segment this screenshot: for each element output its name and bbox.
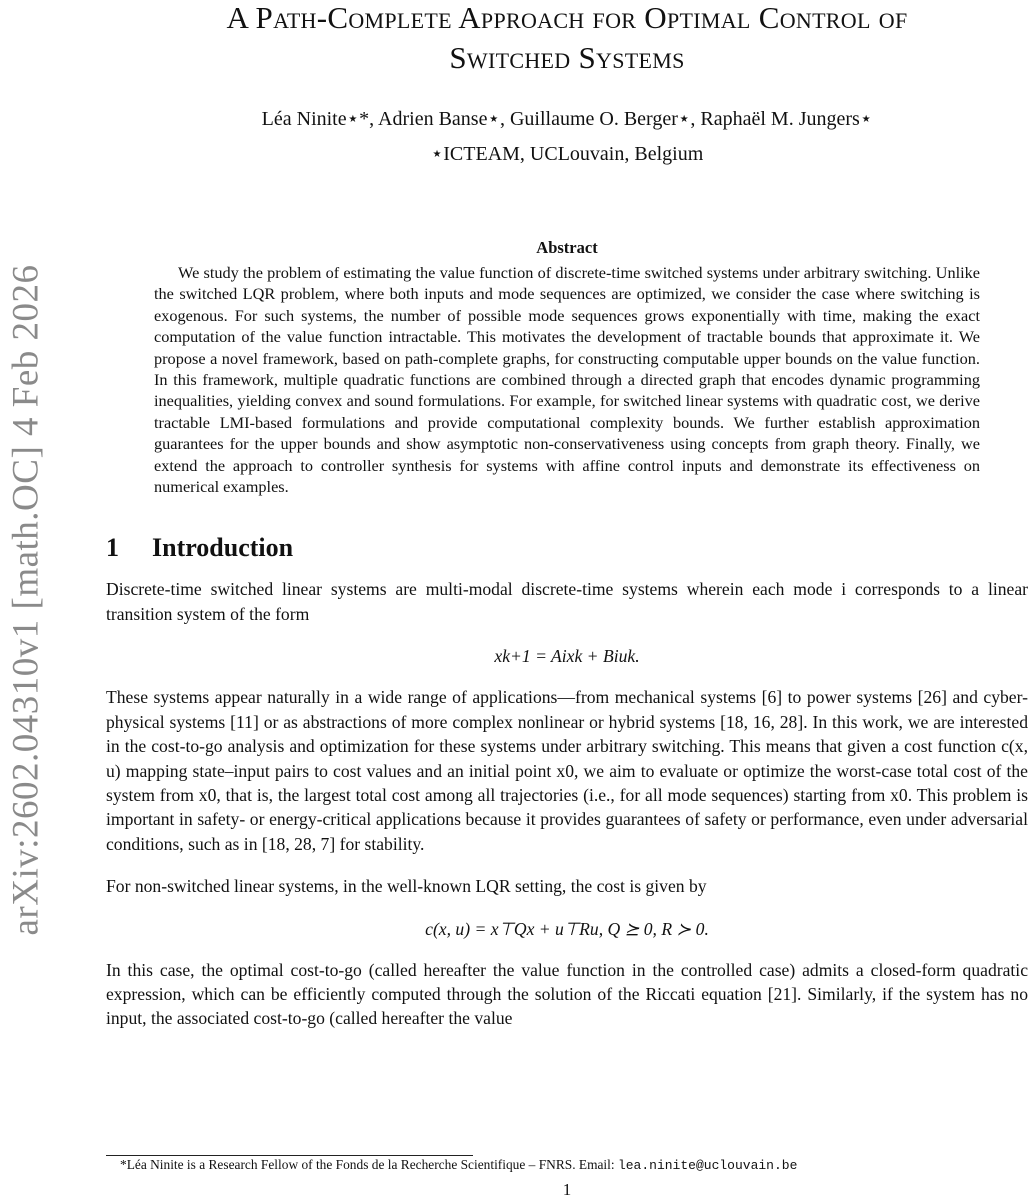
intro-paragraph-1: Discrete-time switched linear systems are multi-modal discrete-time systems wherein each mode i corresponds to a linear transition system of the form (106, 579, 1028, 624)
paper-title (106, 0, 1028, 78)
footnote-email[interactable]: lea.ninite@uclouvain.be (617, 1158, 798, 1173)
paper-page (106, 0, 1028, 1199)
author-list: Léa Ninite⋆*, Adrien Banse⋆, Guillaume O. Berger⋆, Raphaël M. Jungers⋆ (261, 108, 873, 130)
footnote (106, 1156, 1028, 1175)
intro-paragraph-3: For non-switched linear systems, in the well-known LQR setting, the cost is given by (106, 876, 707, 897)
page-number: 1 (562, 1180, 572, 1199)
section-title: Introduction (152, 533, 294, 563)
title-line-1: A Path-Complete Approach for Optimal Control of (226, 0, 908, 35)
abstract-text: We study the problem of estimating the value function of discrete-time switched systems under arbitrary switching. Unlike the switched LQR problem, where both inputs and mode sequences are optimized, we consider the case where switching is exogenous. For such systems, the number of possible mode sequences grows exponentially with time, making the exact computation of the value function intractable. This motivates the development of tractable bounds that approximate it. We propose a novel framework, based on path-complete graphs, for constructing computable upper bounds on the value function. In this framework, multiple quadratic functions are combined through a directed graph that encodes dynamic programming inequalities, yielding convex and sound formulations. For example, for switched linear systems with quadratic cost, we derive tractable LMI-based formulations and provide computational complexity bounds. We further establish approximation guarantees for the upper bounds and show asymptotic non-conservativeness using concepts from graph theory. Finally, we extend the approach to controller synthesis for systems with affine control inputs and demonstrate its effectiveness on numerical examples. (154, 263, 980, 497)
equation-dynamics: xk+1 = Aixk + Biuk. (494, 646, 640, 667)
title-line-2: Switched Systems (449, 40, 685, 75)
section-number: 1 (106, 533, 119, 563)
abstract-heading: Abstract (536, 238, 598, 257)
affiliation: ⋆ICTEAM, UCLouvain, Belgium (430, 143, 704, 165)
arxiv-stamp: arXiv:2602.04310v1 [math.OC] 4 Feb 2026 (5, 264, 47, 936)
intro-paragraph-4: In this case, the optimal cost-to-go (called hereafter the value function in the controlled case) admits a closed-form quadratic expression, which can be efficiently computed through the solution of the Riccati equation [21]. Similarly, if the system has no input, the associated cost-to-go (called hereafter the value (106, 959, 1028, 1029)
section-heading (106, 533, 1028, 563)
equation-cost: c(x, u) = x⊤Qx + u⊤Ru, Q ⪰ 0, R ≻ 0. (425, 918, 709, 939)
intro-paragraph-2: These systems appear naturally in a wide range of applications—from mechanical systems [6] to power systems [26] and cyber-physical systems [11] or as abstractions of more complex nonlinear or hybrid systems [18, 16, 28]. In this work, we are interested in the cost-to-go analysis and optimization for these systems under arbitrary switching. This means that given a cost function c(x, u) mapping state–input pairs to cost values and an initial point x0, we aim to evaluate or optimize the worst-case total cost of the system from x0, that is, the largest total cost among all trajectories (i.e., for all mode sequences) starting from x0. This problem is important in safety- or energy-critical applications because it provides guarantees of safety or performance, even under adversarial conditions, such as in [18, 28, 7] for stability. (106, 687, 1028, 854)
footnote-text: *Léa Ninite is a Research Fellow of the Fonds de la Recherche Scientifique – FNRS. Email: (120, 1157, 618, 1172)
